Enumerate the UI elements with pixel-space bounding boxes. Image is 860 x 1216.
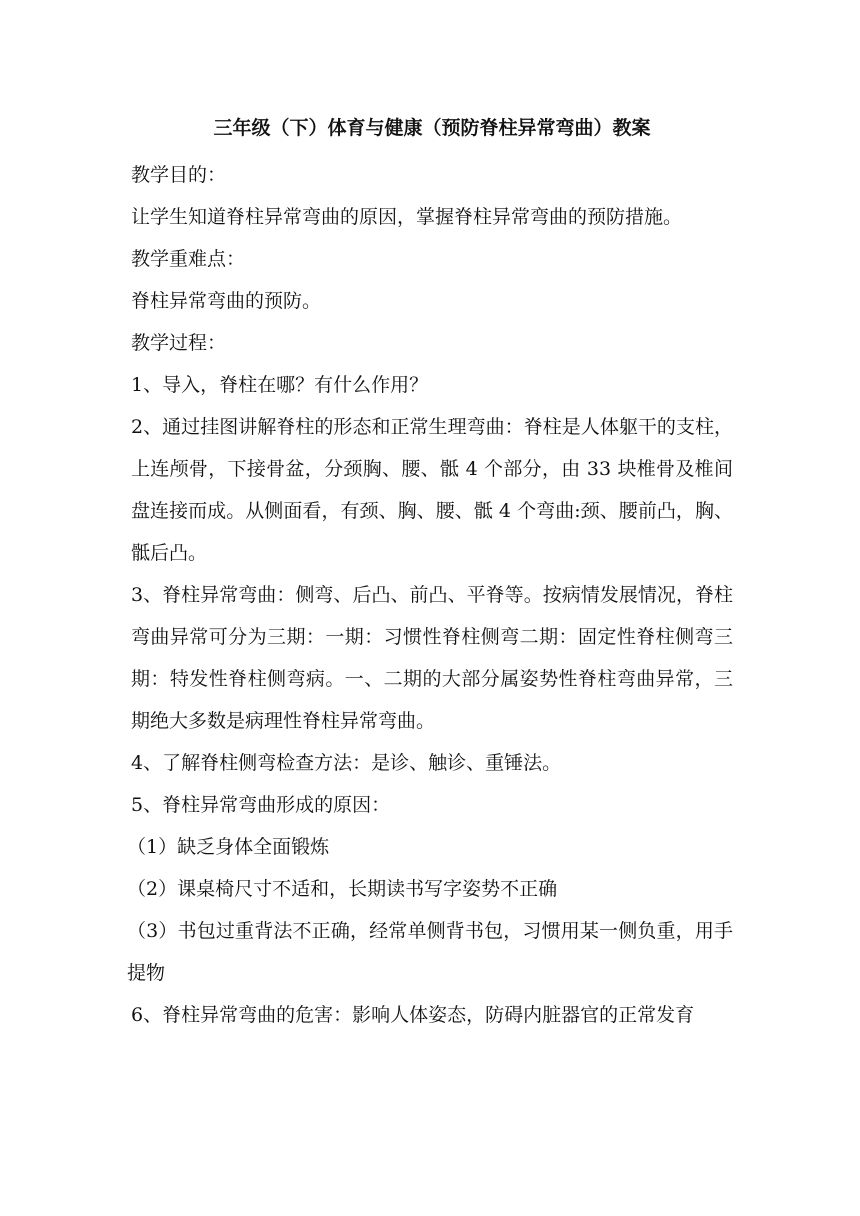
section-heading-objective: 教学目的： xyxy=(131,164,227,186)
process-step-3: 3、脊柱异常弯曲：侧弯、后凸、前凸、平脊等。按病情发展情况，脊柱弯曲异常可分为三期：一期：习惯性脊柱侧弯二期：固定性脊柱侧弯三期：特发性脊柱侧弯病。一、二期的大部分属姿势性脊柱弯曲异常，三期绝大多数是病理性脊柱异常弯曲。 xyxy=(131,584,733,732)
document-title: 三年级（下）体育与健康（预防脊柱异常弯曲）教案 xyxy=(213,117,651,139)
section-heading-process: 教学过程： xyxy=(131,332,227,354)
objective-text: 让学生知道脊柱异常弯曲的原因，掌握脊柱异常弯曲的预防措施。 xyxy=(131,206,683,228)
process-step-2: 2、通过挂图讲解脊柱的形态和正常生理弯曲：脊柱是人体躯干的支柱，上连颅骨，下接骨盆，分颈胸、腰、骶 4 个部分，由 33 块椎骨及椎间盘连接而成。从侧面看，有颈、胸、腰、骶 4 个弯曲:颈、腰前凸，胸、骶后凸。 xyxy=(131,416,733,564)
process-step-4: 4、了解脊柱侧弯检查方法：是诊、触诊、重锤法。 xyxy=(131,752,562,774)
document-body xyxy=(127,110,733,1036)
section-heading-key-points: 教学重难点： xyxy=(131,248,246,270)
process-step-6: 6、脊柱异常弯曲的危害：影响人体姿态，防碍内脏器官的正常发育 xyxy=(131,1004,695,1026)
cause-item-3: （3）书包过重背法不正确，经常单侧背书包，习惯用某一侧负重，用手提物 xyxy=(127,920,733,984)
process-step-5: 5、脊柱异常弯曲形成的原因： xyxy=(131,794,391,816)
process-step-1: 1、导入，脊柱在哪？有什么作用？ xyxy=(131,374,429,396)
key-points-text: 脊柱异常弯曲的预防。 xyxy=(131,290,322,312)
cause-item-2: （2）课桌椅尺寸不适和，长期读书写字姿势不正确 xyxy=(127,878,558,900)
cause-item-1: （1）缺乏身体全面锻炼 xyxy=(127,836,330,858)
